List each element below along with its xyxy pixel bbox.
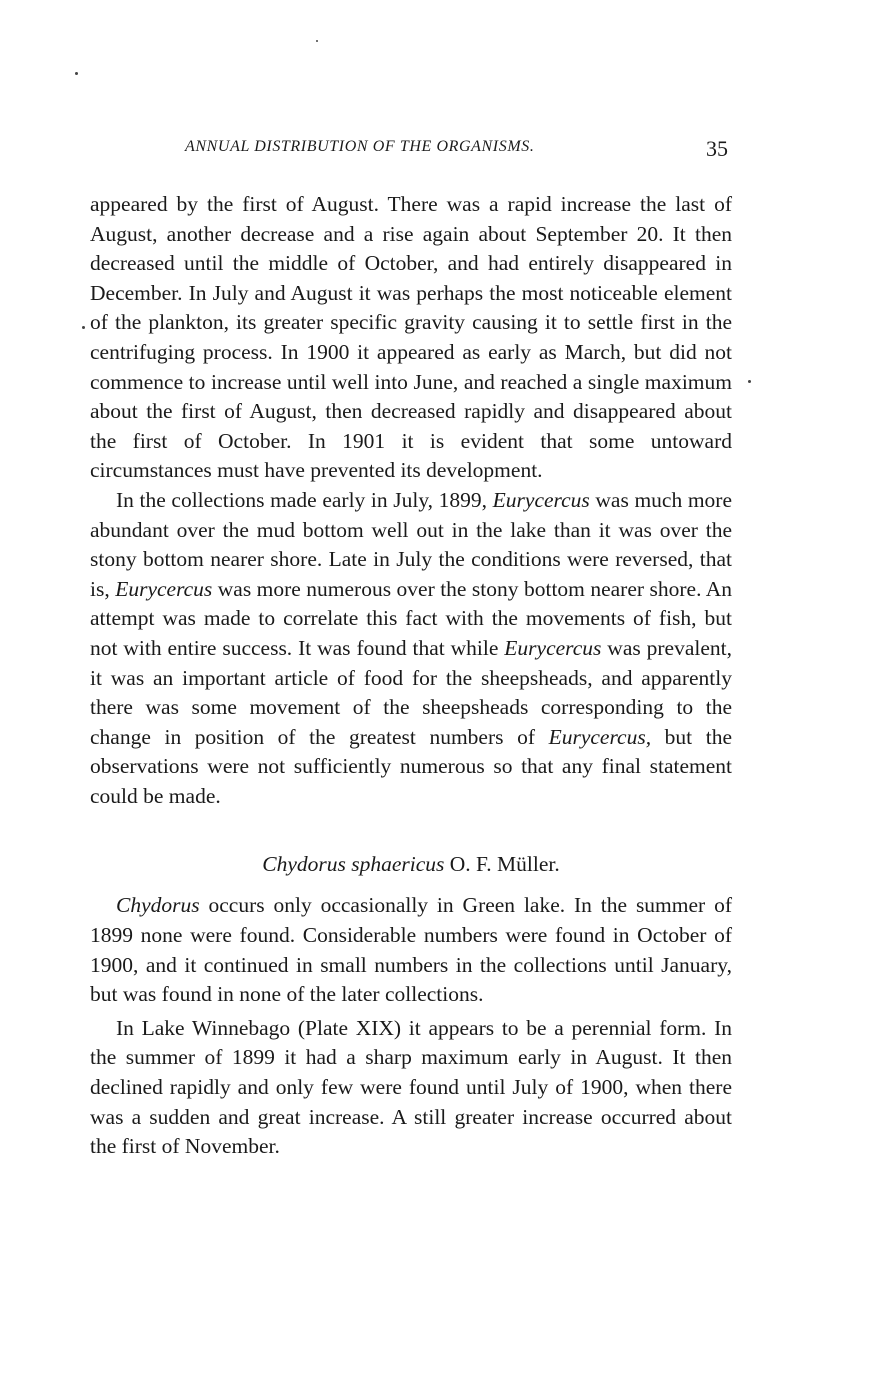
text-run: but the observations were not sufficiently numerous so that any final statement could be made. [90,724,732,808]
paper-speck [316,40,318,42]
paper-speck [748,380,751,383]
paragraph-eurycercus [90,486,732,812]
species-name: Eurycercus, [548,724,652,749]
species-name: Eurycercus [504,635,602,660]
body-text [90,190,732,1162]
species-name: Chydorus [116,893,200,918]
species-name: Eurycercus [492,487,590,512]
heading-author: O. F. Müller. [444,852,560,877]
paper-speck [82,326,85,329]
page-number: 35 [706,136,728,161]
text-run: was much more abundant over the mud bottom well out in the lake than it was over the stony bottom nearer shore. Late in July the conditions were reversed, that is, [90,487,732,601]
paragraph-chydorus-1 [90,891,732,1009]
text-run: was more numerous over the stony bottom nearer shore. An attempt was made to correlate this fact with the movements of fish, but not with entire success. It was found that while [90,576,733,660]
paper-speck [75,72,78,75]
running-title: ANNUAL DISTRIBUTION OF THE ORGANISMS. [185,138,535,155]
paragraph-chydorus-2: In Lake Winnebago (Plate XIX) it appears to be a perennial form. In the summer of 1899 it had a sharp maximum early in August. It then declined rapidly and only few were found until July of 1900, when there was a sudden and great increase. A still greater increase occurred about the first of November. [90,1015,732,1159]
species-name: Eurycercus [115,576,213,601]
heading-species: Chydorus sphaericus [262,852,445,877]
text-run: occurs only occasionally in Green lake. In the summer of 1899 none were found. Considerable numbers were found in October of 1900, and it continued in small numbers in the collections until January, but was found in none of the later collections. [90,893,732,1007]
text-run: In the collections made early in July, 1899, [116,487,493,512]
text-run: was prevalent, it was an important article of food for the sheepsheads, and apparently there was some movement of the sheepsheads corresponding to the change in position of the greatest numbers of [90,635,732,749]
paragraph-continued: appeared by the first of August. There was a rapid increase the last of August, another decrease and a rise again about September 20. It then decreased until the middle of October, and had entirely disappeared in December. In July and August it was perhaps the most noticeable element of the plankton, its greater specific gravity causing it to settle first in the centrifuging process. In 1900 it appeared as early as March, but did not commence to increase until well into June, and reached a single maximum about the first of August, then decreased rapidly and disappeared about the first of October. In 1901 it is evident that some untoward circumstances must have prevented its development. [90,192,732,483]
running-header [0,138,889,168]
section-heading [90,849,732,879]
